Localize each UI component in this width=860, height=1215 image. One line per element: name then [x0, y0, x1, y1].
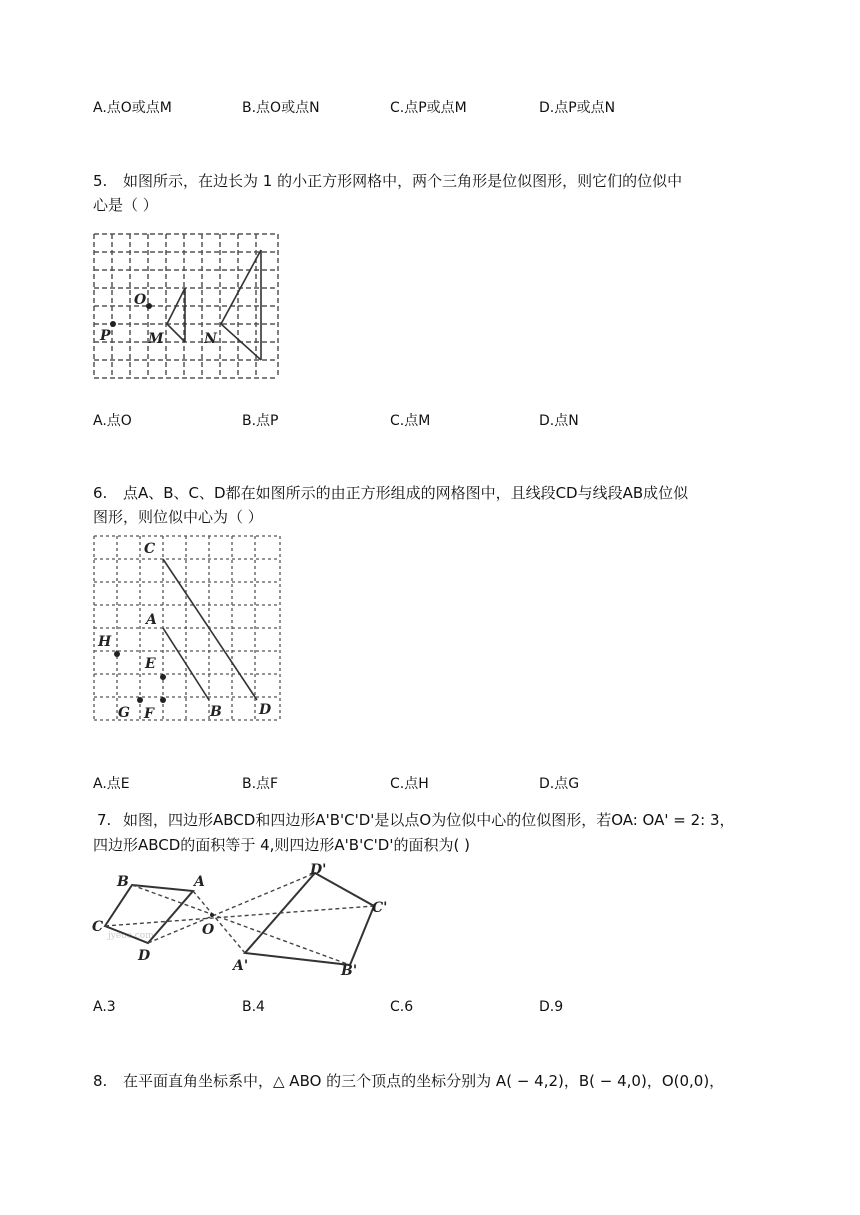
q8-number: 8.: [93, 1072, 108, 1090]
q4-option-a: A.点O或点M: [93, 100, 172, 116]
q7-label-d: D: [138, 948, 151, 964]
q6-label-b: B: [210, 704, 222, 720]
q7-watermark: jyeoo.com: [108, 931, 154, 941]
q6-label-h: H: [98, 634, 112, 650]
q6-label-a: A: [146, 612, 157, 628]
q5-large-triangle: [221, 250, 261, 360]
q7-label-d-prime: D': [310, 862, 327, 878]
q6-text-line1: 点A、B、C、D都在如图所示的由正方形组成的网格图中，且线段CD与线段AB成位似: [123, 484, 689, 502]
q8-text-line1: 在平面直角坐标系中，△ ABO 的三个顶点的坐标分别为 A( − 4,2)，B( − 4,0)，O(0,0)，: [123, 1072, 725, 1090]
q5-option-c: C.点M: [390, 413, 431, 429]
q4-option-b: B.点O或点N: [242, 100, 320, 116]
q6-point-g: [137, 697, 143, 703]
q7-label-b-prime: B': [341, 963, 358, 979]
q5-label-o: O: [134, 292, 147, 308]
q6-figure: [88, 530, 286, 726]
q7-option-b: B.4: [242, 999, 265, 1015]
q4-option-c: C.点P或点M: [390, 100, 467, 116]
q5-point-o: [146, 303, 152, 309]
q5-figure: [88, 228, 284, 386]
q7-label-a: A: [194, 874, 205, 890]
q6-label-g: G: [118, 705, 130, 721]
q6-option-c: C.点H: [390, 776, 429, 792]
q6-label-e: E: [145, 656, 156, 672]
q7-label-a-prime: A': [233, 958, 249, 974]
q6-option-b: B.点F: [242, 776, 279, 792]
q7-label-b: B: [117, 874, 129, 890]
q7-option-a: A.3: [93, 999, 116, 1015]
q6-option-d: D.点G: [539, 776, 580, 792]
q7-text-line2: 四边形ABCD的面积等于 4,则四边形A'B'C'D'的面积为( ): [93, 836, 470, 854]
q5-grid: [94, 234, 278, 378]
q6-option-a: A.点E: [93, 776, 130, 792]
q5-option-b: B.点P: [242, 413, 279, 429]
q5-label-p: P: [100, 328, 111, 344]
q5-text-line2: 心是（ ）: [93, 196, 158, 214]
q5-point-p: [110, 321, 116, 327]
q6-label-c: C: [144, 541, 156, 557]
q6-label-d: D: [259, 702, 272, 718]
q5-text-line1: 如图所示，在边长为 1 的小正方形网格中，两个三角形是位似图形，则它们的位似中: [123, 172, 683, 190]
q7-point-o: [210, 913, 214, 917]
q5-option-d: D.点N: [539, 413, 579, 429]
q7-figure: [88, 858, 398, 982]
q6-point-e: [160, 674, 166, 680]
q4-option-d: D.点P或点N: [539, 100, 616, 116]
q7-text-line1: 如图，四边形ABCD和四边形A'B'C'D'是以点O为位似中心的位似图形，若OA: OA' = 2: 3，: [123, 811, 735, 829]
q7-label-c: C: [92, 919, 104, 935]
q6-number: 6.: [93, 484, 108, 502]
q7-option-d: D.9: [539, 999, 564, 1015]
q7-label-c-prime: C': [372, 900, 388, 916]
q6-point-f: [160, 697, 166, 703]
q6-point-h: [114, 651, 120, 657]
q5-label-n: N: [204, 331, 217, 347]
q7-quad-abcd-prime: [245, 873, 374, 965]
q6-segment-cd: [163, 559, 257, 700]
q7-label-o: O: [202, 922, 215, 938]
q5-option-a: A.点O: [93, 413, 132, 429]
q7-option-c: C.6: [390, 999, 414, 1015]
q5-small-triangle: [167, 288, 185, 342]
q5-number: 5.: [93, 172, 108, 190]
q7-number: 7.: [97, 811, 112, 829]
q6-text-line2: 图形，则位似中心为（ ）: [93, 508, 263, 526]
q5-label-m: M: [148, 331, 164, 347]
q6-label-f: F: [144, 706, 154, 722]
